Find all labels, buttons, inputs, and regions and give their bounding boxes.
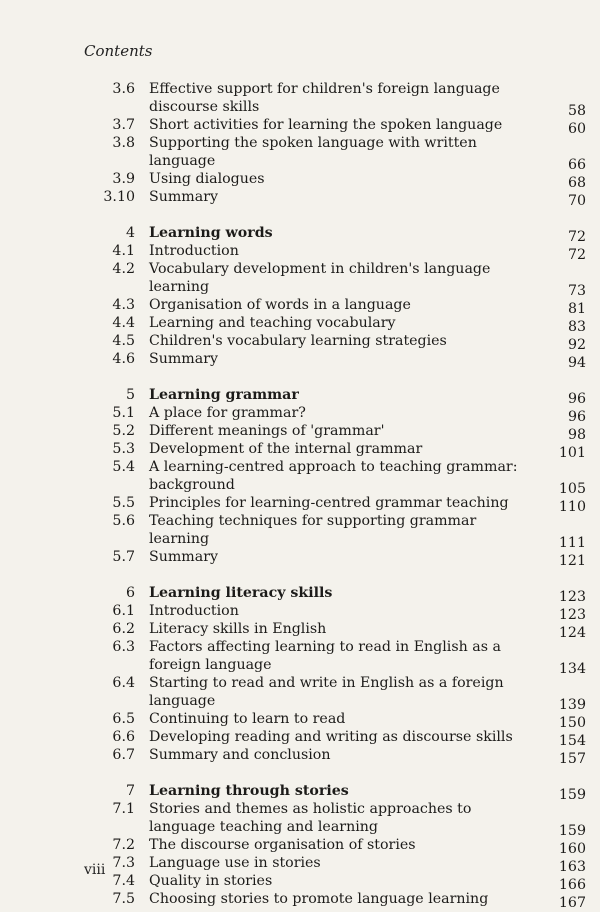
entry-number: 7.3 (112, 855, 135, 871)
entry-title: Organisation of words in a language (149, 297, 411, 313)
entry-page-number: 92 (567, 337, 586, 353)
entry-page-number: 124 (558, 625, 586, 641)
entry-title: Effective support for children's foreign language discourse skills (149, 81, 500, 115)
section-gap (0, 368, 600, 386)
toc-entry (0, 260, 600, 299)
entry-title: A learning-centred approach to teaching grammar: background (149, 459, 518, 493)
toc-entry (0, 422, 600, 443)
entry-title: Introduction (149, 603, 239, 619)
entry-number: 4.6 (112, 351, 135, 367)
entry-page-number: 123 (558, 607, 586, 623)
section-gap (0, 206, 600, 224)
toc-entry (0, 458, 600, 497)
entry-title: Learning through stories (149, 783, 349, 799)
entry-number: 6.1 (112, 603, 135, 619)
entry-number: 7 (125, 783, 135, 799)
entry-title: Using dialogues (149, 171, 265, 187)
entry-number: 6.3 (112, 639, 135, 655)
entry-number: 6.2 (112, 621, 135, 637)
toc-entry (0, 638, 600, 677)
toc-entry (0, 674, 600, 713)
entry-page-number: 96 (567, 409, 586, 425)
entry-page-number: 167 (558, 895, 586, 911)
toc-entry (0, 170, 600, 191)
entry-page-number: 81 (567, 301, 586, 317)
chapter-heading (0, 782, 600, 803)
toc-entry (0, 710, 600, 731)
entry-title: Principles for learning-centred grammar teaching (149, 495, 509, 511)
entry-title: Continuing to learn to read (149, 711, 346, 727)
entry-number: 5.4 (112, 459, 135, 475)
entry-title: Supporting the spoken language with written language (149, 135, 477, 169)
entry-page-number: 121 (558, 553, 586, 569)
toc-entry (0, 134, 600, 173)
chapter-heading (0, 584, 600, 605)
entry-title: Developing reading and writing as discourse skills (149, 729, 513, 745)
entry-title: Factors affecting learning to read in English as a foreign language (149, 639, 501, 673)
toc-entry (0, 728, 600, 749)
entry-title: Vocabulary development in children's language learning (149, 261, 491, 295)
entry-number: 6.5 (112, 711, 135, 727)
entry-page-number: 66 (567, 157, 586, 173)
entry-page-number: 105 (558, 481, 586, 497)
page-number: viii (84, 862, 106, 878)
section-gap (0, 566, 600, 584)
entry-number: 4 (125, 225, 135, 241)
entry-number: 7.5 (112, 891, 135, 907)
entry-page-number: 98 (567, 427, 586, 443)
entry-number: 5.5 (112, 495, 135, 511)
entry-page-number: 134 (558, 661, 586, 677)
entry-number: 4.1 (112, 243, 135, 259)
entry-page-number: 83 (567, 319, 586, 335)
toc-entry (0, 116, 600, 137)
entry-number: 5.7 (112, 549, 135, 565)
toc-section (0, 782, 600, 911)
entry-page-number: 123 (558, 589, 586, 605)
toc-entry (0, 620, 600, 641)
page-header: Contents (84, 42, 153, 60)
entry-title: Learning and teaching vocabulary (149, 315, 396, 331)
entry-title: Short activities for learning the spoken language (149, 117, 503, 133)
toc-section (0, 386, 600, 569)
entry-number: 5.1 (112, 405, 135, 421)
toc-entry (0, 890, 600, 911)
entry-number: 6.6 (112, 729, 135, 745)
entry-number: 6 (125, 585, 135, 601)
entry-page-number: 159 (558, 823, 586, 839)
entry-number: 4.2 (112, 261, 135, 277)
entry-title: Introduction (149, 243, 239, 259)
toc-entry (0, 746, 600, 767)
entry-title: Starting to read and write in English as a foreign language (149, 675, 504, 709)
entry-page-number: 58 (567, 103, 586, 119)
entry-page-number: 157 (558, 751, 586, 767)
toc-entry (0, 296, 600, 317)
toc-entry (0, 332, 600, 353)
toc-section (0, 80, 600, 209)
toc-entry (0, 314, 600, 335)
toc-entry (0, 188, 600, 209)
entry-number: 5.6 (112, 513, 135, 529)
entry-page-number: 163 (558, 859, 586, 875)
entry-page-number: 111 (558, 535, 586, 551)
toc-entry (0, 548, 600, 569)
entry-title: A place for grammar? (149, 405, 306, 421)
toc-entry (0, 800, 600, 839)
entry-title: Development of the internal grammar (149, 441, 423, 457)
entry-page-number: 72 (567, 229, 586, 245)
toc-entry (0, 494, 600, 515)
toc-entry (0, 440, 600, 461)
entry-title: Teaching techniques for supporting grammar learning (149, 513, 477, 547)
entry-page-number: 101 (558, 445, 586, 461)
entry-number: 5.2 (112, 423, 135, 439)
section-gap (0, 764, 600, 782)
entry-number: 5 (125, 387, 135, 403)
entry-number: 4.3 (112, 297, 135, 313)
entry-number: 3.6 (112, 81, 135, 97)
entry-page-number: 73 (567, 283, 586, 299)
entry-title: Language use in stories (149, 855, 321, 871)
entry-page-number: 68 (567, 175, 586, 191)
toc-entry (0, 242, 600, 263)
toc-section (0, 584, 600, 767)
entry-title: Children's vocabulary learning strategies (149, 333, 447, 349)
entry-page-number: 160 (558, 841, 586, 857)
entry-number: 6.7 (112, 747, 135, 763)
entry-title: Different meanings of 'grammar' (149, 423, 385, 439)
toc-entry (0, 602, 600, 623)
entry-page-number: 72 (567, 247, 586, 263)
entry-number: 7.4 (112, 873, 135, 889)
toc-entry (0, 404, 600, 425)
toc-entry (0, 836, 600, 857)
toc-section (0, 224, 600, 371)
entry-number: 6.4 (112, 675, 135, 691)
entry-title: Literacy skills in English (149, 621, 327, 637)
entry-page-number: 150 (558, 715, 586, 731)
chapter-heading (0, 224, 600, 245)
entry-number: 3.7 (112, 117, 135, 133)
chapter-heading (0, 386, 600, 407)
entry-title: Summary (149, 549, 219, 565)
entry-number: 3.9 (112, 171, 135, 187)
entry-title: Summary (149, 351, 219, 367)
toc-entry (0, 350, 600, 371)
entry-number: 3.8 (112, 135, 135, 151)
entry-title: Choosing stories to promote language learning (149, 891, 489, 907)
entry-title: Summary and conclusion (149, 747, 331, 763)
entry-page-number: 110 (558, 499, 586, 515)
entry-title: Stories and themes as holistic approaches to language teaching and learning (149, 801, 472, 835)
toc-entry (0, 80, 600, 119)
entry-title: Learning words (149, 225, 273, 241)
entry-number: 4.5 (112, 333, 135, 349)
entry-page-number: 159 (558, 787, 586, 803)
entry-page-number: 70 (567, 193, 586, 209)
entry-number: 5.3 (112, 441, 135, 457)
entry-number: 7.1 (112, 801, 135, 817)
entry-title: Learning grammar (149, 387, 299, 403)
entry-number: 7.2 (112, 837, 135, 853)
entry-number: 4.4 (112, 315, 135, 331)
entry-title: The discourse organisation of stories (149, 837, 416, 853)
entry-number: 3.10 (103, 189, 135, 205)
entry-title: Summary (149, 189, 219, 205)
entry-page-number: 166 (558, 877, 586, 893)
entry-page-number: 96 (567, 391, 586, 407)
entry-title: Quality in stories (149, 873, 273, 889)
entry-page-number: 60 (567, 121, 586, 137)
table-of-contents (0, 80, 600, 911)
toc-entry (0, 512, 600, 551)
entry-page-number: 139 (558, 697, 586, 713)
entry-page-number: 154 (558, 733, 586, 749)
entry-page-number: 94 (567, 355, 586, 371)
entry-title: Learning literacy skills (149, 585, 333, 601)
